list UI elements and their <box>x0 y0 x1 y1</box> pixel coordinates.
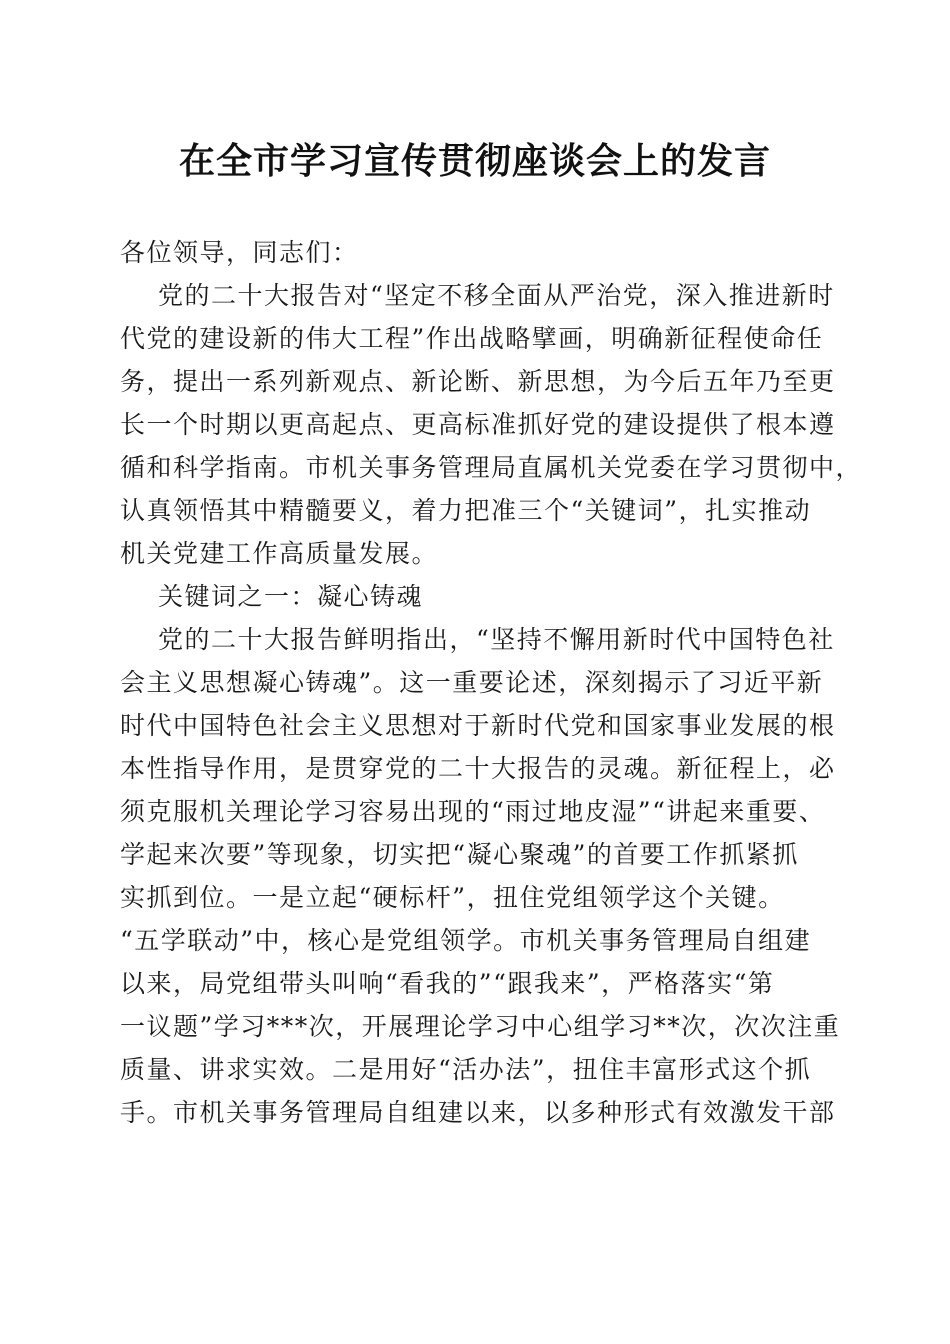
paragraph-2-line: 党的二十大报告鲜明指出，“坚持不懈用新时代中国特色社 <box>158 625 835 654</box>
paragraph-2-line: 一议题”学习***次，开展理论学习中心组学习**次，次次注重 <box>120 1012 841 1041</box>
paragraph-1-line: 机关党建工作高质量发展。 <box>120 539 439 568</box>
document-title: 在全市学习宣传贯彻座谈会上的发言 <box>178 140 771 182</box>
paragraph-2-line: 须克服机关理论学习容易出现的“雨过地皮湿”“讲起来重要、 <box>120 797 826 826</box>
paragraph-2-line: “五学联动”中，核心是党组领学。市机关事务管理局自组建 <box>120 926 812 955</box>
paragraph-2-line: 会主义思想凝心铸魂”。这一重要论述，深刻揭示了习近平新 <box>120 668 824 697</box>
paragraph-1-line: 循和科学指南。市机关事务管理局直属机关党委在学习贯彻中， <box>120 453 863 482</box>
paragraph-2-line: 本性指导作用，是贯穿党的二十大报告的灵魂。新征程上，必 <box>120 754 836 783</box>
paragraph-2-line: 质量、讲求实效。二是用好“活办法”，扭住丰富形式这个抓 <box>120 1055 812 1084</box>
paragraph-1-line: 党的二十大报告对“坚定不移全面从严治党，深入推进新时 <box>158 281 835 310</box>
paragraph-1-line: 认真领悟其中精髓要义，着力把准三个“关键词”，扎实推动 <box>120 496 812 525</box>
paragraph-2-line: 时代中国特色社会主义思想对于新时代党和国家事业发展的根 <box>120 711 836 740</box>
section-heading: 关键词之一：凝心铸魂 <box>158 582 424 611</box>
paragraph-1-line: 务，提出一系列新观点、新论断、新思想，为今后五年乃至更 <box>120 367 836 396</box>
paragraph-2-line: 手。市机关事务管理局自组建以来，以多种形式有效激发干部 <box>120 1098 836 1127</box>
paragraph-1-line: 长一个时期以更高起点、更高标准抓好党的建设提供了根本遵 <box>120 410 836 439</box>
paragraph-2-line: 实抓到位。一是立起“硬标杆”，扭住党组领学这个关键。 <box>120 883 785 912</box>
paragraph-2-line: 以来，局党组带头叫响“看我的”“跟我来”，严格落实“第 <box>120 969 775 998</box>
paragraph-2-line: 学起来次要”等现象，切实把“凝心聚魂”的首要工作抓紧抓 <box>120 840 799 869</box>
paragraph-1-line: 代党的建设新的伟大工程”作出战略擘画，明确新征程使命任 <box>120 324 824 353</box>
salutation: 各位领导，同志们： <box>120 238 359 267</box>
